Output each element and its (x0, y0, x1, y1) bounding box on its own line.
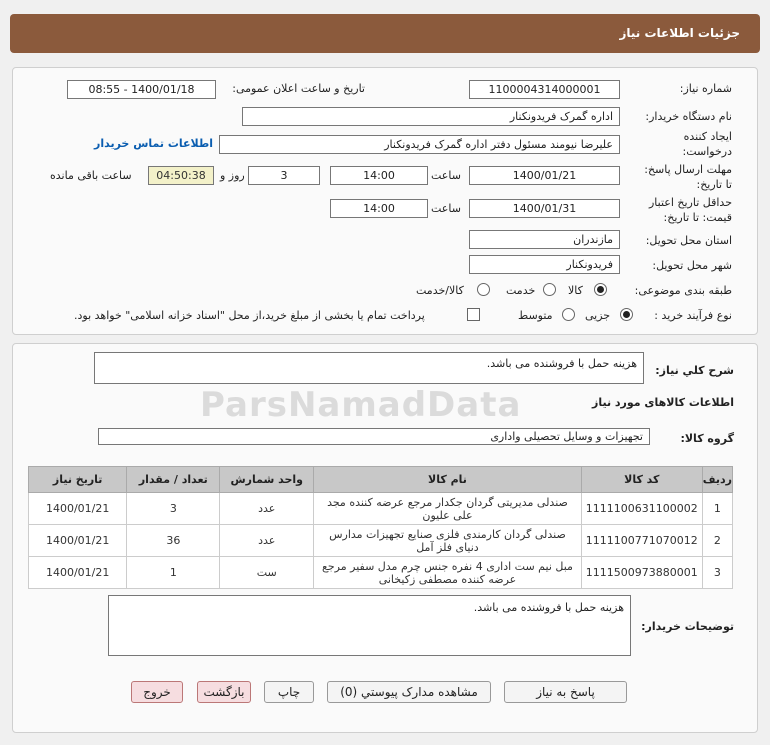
table-row (29, 557, 733, 589)
category-option-service: خدمت (506, 284, 536, 297)
validity-time-label: ساعت (431, 202, 461, 215)
validity-label-1: حداقل تاریخ اعتبار (648, 196, 732, 209)
back-button[interactable]: بازگشت (197, 681, 251, 703)
col-header-index: ردیف (702, 467, 732, 493)
row-date: 1400/01/21 (29, 493, 127, 525)
validity-time-field: 14:00 (330, 199, 428, 218)
summary-label: شرح کلي نياز: (655, 364, 734, 377)
summary-field: هزینه حمل با فروشنده می باشد. (94, 352, 644, 384)
row-qty: 3 (127, 493, 220, 525)
goods-section-title: اطلاعات کالاهای مورد نیاز (592, 396, 734, 409)
row-name: صندلی گردان کارمندی فلزی صنایع تجهیزات مدارس دنیای فلز آمل (314, 525, 582, 557)
purchase-radio-medium[interactable] (562, 308, 575, 321)
reply-time-field: 14:00 (330, 166, 428, 185)
buyer-notes-field: هزینه حمل با فروشنده می باشد. (108, 595, 631, 656)
row-qty: 36 (127, 525, 220, 557)
reply-date-field: 1400/01/21 (469, 166, 620, 185)
row-date: 1400/01/21 (29, 525, 127, 557)
goods-table (28, 466, 733, 589)
col-header-code: کد کالا (581, 467, 702, 493)
row-index: 3 (702, 557, 732, 589)
row-code: 1111100771070012 (581, 525, 702, 557)
announce-label: تاریخ و ساعت اعلان عمومی: (232, 82, 365, 95)
buyer-org-label: نام دستگاه خریدار: (645, 110, 732, 123)
announce-field: 1400/01/18 - 08:55 (67, 80, 216, 99)
page-title: جزئیات اطلاعات نیاز (619, 26, 740, 40)
category-radio-service[interactable] (543, 283, 556, 296)
purchase-type-label: نوع فرآیند خرید : (654, 309, 732, 322)
row-unit: عدد (220, 525, 314, 557)
row-name: صندلی مدیریتی گردان جکدار مرجع عرضه کننده مجد علی علیون (314, 493, 582, 525)
row-code: 1111500973880001 (581, 557, 702, 589)
exit-button[interactable]: خروج (131, 681, 183, 703)
city-field: فریدونکنار (469, 255, 620, 274)
days-label: روز و (220, 169, 245, 182)
buyer-notes-label: توضیحات خریدار: (641, 620, 734, 633)
watermark-text: ParsNamadData (200, 385, 522, 425)
category-option-goods-service: کالا/خدمت (416, 284, 464, 297)
province-label: استان محل تحویل: (645, 234, 732, 247)
print-button[interactable]: چاپ (264, 681, 314, 703)
requester-label-2: درخواست: (682, 145, 732, 158)
category-option-goods: کالا (568, 284, 583, 297)
remaining-time-label: ساعت باقی مانده (50, 169, 132, 182)
validity-date-field: 1400/01/31 (469, 199, 620, 218)
row-code: 1111100631100002 (581, 493, 702, 525)
treasury-payment-note: پرداخت تمام یا بخشی از مبلغ خرید،از محل "اسناد خزانه اسلامی" خواهد بود. (74, 309, 425, 322)
need-number-field: 1100004314000001 (469, 80, 620, 99)
row-name: مبل نیم ست اداری 4 نفره جنس چرم مدل سفیر مرجع عرضه کننده مصطفی زکیخانی (314, 557, 582, 589)
row-date: 1400/01/21 (29, 557, 127, 589)
contact-buyer-link[interactable]: اطلاعات تماس خریدار (94, 137, 214, 150)
row-unit: ست (220, 557, 314, 589)
purchase-option-medium: متوسط (518, 309, 553, 322)
purchase-option-minor: جزیی (585, 309, 611, 322)
reply-deadline-label-2: تا تاریخ: (696, 178, 732, 191)
remaining-time-field: 04:50:38 (148, 166, 214, 185)
col-header-name: نام کالا (314, 467, 582, 493)
category-label: طبقه بندی موضوعی: (634, 284, 732, 297)
table-row (29, 525, 733, 557)
city-label: شهر محل تحویل: (652, 259, 732, 272)
buyer-org-field: اداره گمرک فریدونکنار (242, 107, 620, 126)
reply-deadline-label-1: مهلت ارسال پاسخ: (644, 163, 732, 176)
row-unit: عدد (220, 493, 314, 525)
treasury-payment-checkbox[interactable] (467, 308, 480, 321)
category-radio-goods-service[interactable] (477, 283, 490, 296)
goods-group-label: گروه کالا: (680, 432, 734, 445)
need-number-label: شماره نیاز: (679, 82, 732, 95)
validity-label-2: قیمت: تا تاریخ: (663, 211, 732, 224)
province-field: مازندران (469, 230, 620, 249)
attachments-button[interactable]: مشاهده مدارک پیوستي (0) (327, 681, 491, 703)
reply-time-label: ساعت (431, 169, 461, 182)
table-row (29, 493, 733, 525)
col-header-unit: واحد شمارش (220, 467, 314, 493)
row-index: 2 (702, 525, 732, 557)
days-field: 3 (248, 166, 320, 185)
requester-field: علیرضا نیومند مسئول دفتر اداره گمرک فریدونکنار (219, 135, 620, 154)
category-radio-goods[interactable] (594, 283, 607, 296)
col-header-qty: تعداد / مقدار (127, 467, 220, 493)
row-index: 1 (702, 493, 732, 525)
row-qty: 1 (127, 557, 220, 589)
goods-group-field: تجهیزات و وسایل تحصیلی واداری (98, 428, 650, 445)
requester-label-1: ایجاد کننده (683, 130, 732, 143)
purchase-radio-minor[interactable] (620, 308, 633, 321)
page-header (10, 14, 760, 53)
col-header-date: تاریخ نیاز (29, 467, 127, 493)
goods-table-header (29, 467, 733, 493)
reply-button[interactable]: پاسخ به نیاز (504, 681, 627, 703)
